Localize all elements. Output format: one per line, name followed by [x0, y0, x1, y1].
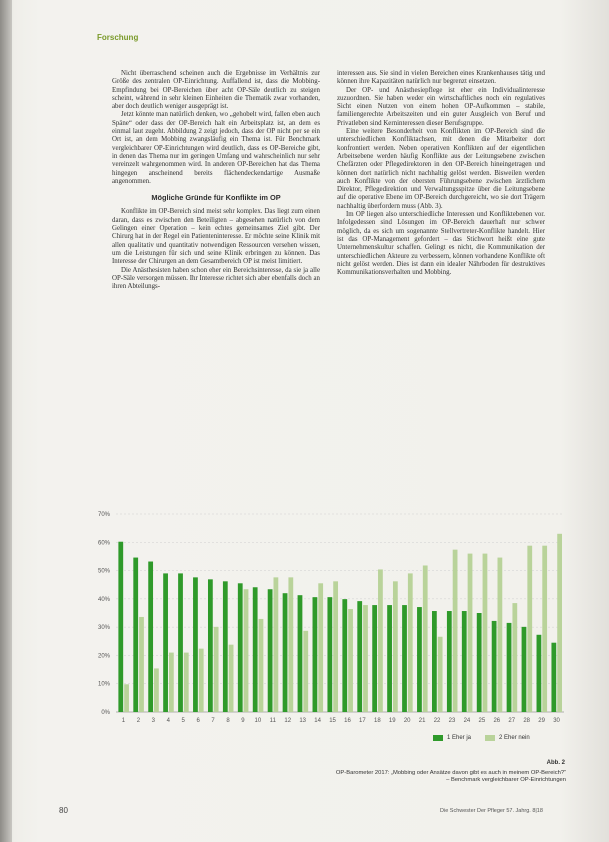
bar-eher-nein — [333, 581, 338, 712]
legend-swatch-dark-green — [433, 735, 443, 741]
bar-eher-ja — [477, 613, 482, 712]
x-tick-label: 4 — [166, 718, 170, 724]
bar-eher-ja — [133, 558, 138, 712]
bar-eher-nein — [468, 554, 473, 712]
bar-eher-ja — [298, 595, 303, 712]
bar-eher-ja — [537, 635, 542, 712]
bar-eher-nein — [184, 653, 189, 712]
paragraph: Jetzt könnte man natürlich denken, wo „gehobelt wird, fallen eben auch Späne“ oder dass der OP-Bereich halt ein Arbeitsplatz ist, an dem es einmal laut zugeht. Abbildung 2 zeigt jedoch, dass der OP nicht per se ein Ort ist, an dem Mobbing zwangsläufig ein Thema ist. Für Benchmark vergleichbarer OP-Einrichtungen wird deutlich, dass es OP-Bereiche gibt, in denen das Thema nur im geringen Umfang und wahrscheinlich nur sehr vereinzelt wahrgenommen wird. In anderen OP-Bereichen hat das Thema hingegen anscheinend bereits flächendeckendartige Ausmaße angenommen. — [112, 111, 320, 185]
bar-eher-nein — [498, 558, 503, 712]
paragraph: Im OP liegen also unterschiedliche Interessen und Konfliktebenen vor. Infolgedessen sind Lösungen im OP-Bereich dauerhaft nur schwer möglich, da es sich um sogenannte Stellvertreter-Konflikte handelt. Hier ist das OP-Management gefordert – das Stichwort heißt eine gute Unternehmenskultur schaffen. Gelingt es nicht, die Kommunikation der unterschiedlichen Akteure zu verbessern, können vorhandene Konflikte oft nicht gelöst werden. Dies ist dann ein idealer Nährboden für destruktives Kommunikationsverhalten und Mobbing. — [337, 211, 545, 277]
bar-eher-nein — [139, 617, 144, 712]
bar-eher-nein — [408, 573, 413, 712]
y-tick-label: 60% — [97, 540, 110, 547]
y-tick-label: 50% — [97, 568, 110, 575]
right-text-column — [337, 70, 545, 277]
x-tick-label: 22 — [433, 718, 441, 724]
bar-eher-ja — [522, 627, 527, 712]
bar-eher-nein — [453, 550, 458, 712]
chart-legend — [433, 735, 530, 741]
x-tick-label: 19 — [388, 718, 396, 724]
section-label: Forschung — [97, 33, 139, 42]
x-tick-label: 20 — [403, 718, 411, 724]
figure-label: Abb. 2 — [546, 760, 565, 766]
y-tick-label: 10% — [97, 681, 110, 688]
y-tick-label: 70% — [97, 512, 110, 518]
x-tick-label: 5 — [181, 718, 185, 724]
bar-eher-nein — [169, 653, 174, 712]
bar-chart-svg — [80, 498, 580, 738]
bar-eher-nein — [274, 577, 279, 712]
section-heading: Mögliche Gründe für Konflikte im OP — [151, 193, 281, 203]
bar-eher-nein — [303, 631, 308, 712]
bar-eher-ja — [402, 605, 407, 712]
caption-line: – Benchmark vergleichbarer OP-Einrichtungen — [446, 777, 566, 784]
y-tick-label: 20% — [97, 653, 110, 660]
bar-eher-ja — [208, 579, 213, 712]
bar-eher-nein — [423, 565, 428, 712]
legend-label: 1 Eher ja — [447, 735, 472, 741]
x-tick-label: 25 — [478, 718, 486, 724]
bar-eher-ja — [268, 589, 273, 712]
x-tick-label: 16 — [344, 718, 351, 724]
y-tick-label: 0% — [101, 710, 110, 716]
x-tick-label: 10 — [254, 718, 262, 724]
x-tick-label: 3 — [151, 718, 156, 724]
paragraph: Der OP- und Anästhesiepflege ist eher ein Individualinteresse zuzuordnen. Sie haben weder ein wirtschaftliches noch ein regulatives Sicht einen Nutzen von einem hohen OP-Aufkommen – stabile, familiengerechte Arbeitszeiten und ein guter Ausgleich von Beruf und Privatleben sind Kerninteressen dieser Berufsgruppe. — [337, 86, 545, 127]
bar-eher-nein — [214, 627, 219, 712]
bar-eher-nein — [244, 589, 249, 712]
bar-eher-nein — [512, 603, 517, 712]
legend-item-eher-ja — [433, 735, 471, 741]
bar-eher-ja — [238, 583, 243, 712]
x-tick-label: 28 — [523, 718, 531, 724]
x-tick-label: 13 — [299, 718, 307, 724]
bar-eher-ja — [342, 599, 347, 712]
x-tick-label: 29 — [538, 718, 545, 724]
y-tick-label: 30% — [97, 625, 110, 632]
bar-eher-ja — [118, 542, 123, 712]
bar-eher-ja — [417, 607, 422, 712]
x-tick-label: 17 — [359, 718, 366, 724]
bar-eher-nein — [259, 619, 264, 712]
paragraph: Konflikte im OP-Bereich sind meist sehr komplex. Das liegt zum einen daran, dass es zwischen den Beteiligten – abgesehen natürlich von dem Gelingen einer Operation – kein echtes gemeinsames Ziel gibt. Der Chirurg hat in der Regel ein Patienteninteresse. Er möchte seine Klinik mit allen qualitativ und quantitativ notwendigen Ressourcen versehen wissen, um die Leistungen für sich und seine Klinik erbringen zu können. Das Interesse der Chirurgen an dem Gesamtbereich OP ist meist limitiert. — [112, 208, 320, 266]
bar-eher-nein — [348, 609, 353, 712]
bar-eher-ja — [551, 643, 556, 712]
bar-eher-nein — [378, 569, 383, 712]
bar-eher-ja — [447, 611, 452, 712]
x-tick-label: 1 — [121, 718, 126, 724]
legend-item-eher-nein — [485, 735, 530, 741]
x-tick-label: 7 — [211, 718, 215, 724]
bar-eher-nein — [483, 554, 488, 712]
bar-eher-nein — [542, 546, 547, 712]
bar-eher-ja — [148, 562, 153, 712]
bar-eher-ja — [462, 611, 467, 712]
x-tick-label: 12 — [284, 718, 292, 724]
bar-eher-nein — [229, 645, 234, 712]
y-tick-label: 40% — [97, 596, 110, 603]
bar-eher-ja — [372, 605, 377, 712]
paragraph: Nicht überraschend scheinen auch die Ergebnisse im Verhältnis zur Größe des zentralen OP-Einrichtung. Auffallend ist, dass die Mobbing-Empfindung bei OP-Bereichen über acht OP-Säle deutlich zu steigen scheint, während in sehr kleinen Einheiten die Thematik zwar vorhanden, aber doch deutlich weniger ausgeprägt ist. — [112, 70, 320, 111]
bar-eher-nein — [527, 546, 532, 712]
page-spine-shadow — [0, 0, 12, 842]
bar-eher-ja — [253, 587, 258, 712]
x-tick-label: 21 — [418, 718, 426, 724]
bar-eher-ja — [178, 573, 183, 712]
bar-eher-ja — [313, 597, 318, 712]
x-tick-label: 30 — [553, 718, 560, 724]
bar-eher-ja — [327, 597, 332, 712]
bar-eher-ja — [432, 611, 437, 712]
x-tick-label: 26 — [493, 718, 501, 724]
x-tick-label: 27 — [508, 718, 516, 724]
bar-eher-nein — [318, 583, 323, 712]
bar-eher-ja — [283, 593, 288, 712]
bar-eher-nein — [199, 649, 204, 712]
bar-eher-ja — [357, 601, 362, 712]
x-tick-label: 2 — [136, 718, 141, 724]
bar-eher-ja — [163, 573, 168, 712]
bar-eher-nein — [393, 581, 398, 712]
caption-line: OP-Barometer 2017: „Mobbing oder Ansätze davon gibt es auch in meinem OP-Bereich?“ — [335, 770, 566, 776]
x-tick-label: 14 — [314, 718, 321, 724]
bar-eher-ja — [223, 581, 228, 712]
bar-eher-ja — [507, 623, 512, 712]
x-tick-label: 18 — [373, 718, 381, 724]
x-tick-label: 9 — [241, 718, 245, 724]
figure-caption — [232, 770, 566, 785]
x-tick-label: 24 — [463, 718, 471, 724]
bar-eher-nein — [154, 668, 159, 712]
legend-swatch-light-green — [485, 735, 495, 741]
bar-eher-ja — [387, 605, 392, 712]
x-tick-label: 11 — [269, 718, 276, 724]
bar-eher-nein — [557, 534, 562, 712]
x-tick-label: 6 — [196, 718, 200, 724]
legend-label: 2 Eher nein — [499, 735, 530, 741]
bar-eher-nein — [288, 577, 293, 712]
x-tick-label: 23 — [448, 718, 456, 724]
bar-eher-nein — [438, 637, 443, 712]
paragraph: Die Anästhesisten haben schon eher ein Bereichsinteresse, da sie ja alle OP-Säle versorgen müssen. Ihr Interesse richtet sich aber ebenfalls doch an ihren Abteilungs- — [112, 266, 320, 291]
bar-eher-ja — [492, 621, 497, 712]
bar-eher-nein — [363, 605, 368, 712]
x-tick-label: 8 — [226, 718, 230, 724]
x-tick-label: 15 — [329, 718, 336, 724]
bar-chart — [80, 498, 580, 758]
paragraph: Eine weitere Besonderheit von Konflikten im OP-Bereich sind die unterschiedlichen Konfliktachsen, mit denen die Mitarbeiter dort konfrontiert werden. Neben operativen Konflikten auf der eigentlichen Arbeitsebene werden häufig Konflikte aus der Leitungsebene zwischen Chefärzten oder Pflegedirektoren in den OP-Bereich hineingetragen und können dort natürlich nicht nachhaltig gelöst werden. Bisweilen werden auch Konflikte von der obersten Führungsebene zwischen ärztlichem Direktor, Pflegedirektion und Verwaltungsspitze über die Leitungsebene auf die operative Ebene im OP-Bereich durchgereicht, wo sie dort Trägern nachhaltig überfordern muss (Abb. 3). — [337, 128, 545, 210]
page-number: 80 — [59, 806, 68, 815]
left-text-column — [112, 70, 320, 291]
footer-source: Die Schwester Der Pfleger 57. Jahrg. 8|18 — [440, 808, 543, 814]
bar-eher-nein — [124, 684, 129, 712]
bar-eher-ja — [193, 577, 198, 712]
paragraph: interessen aus. Sie sind in vielen Bereichen eines Krankenhauses tätig und können ihre Kapazitäten natürlich nur begrenzt einsetzen. — [337, 70, 545, 86]
